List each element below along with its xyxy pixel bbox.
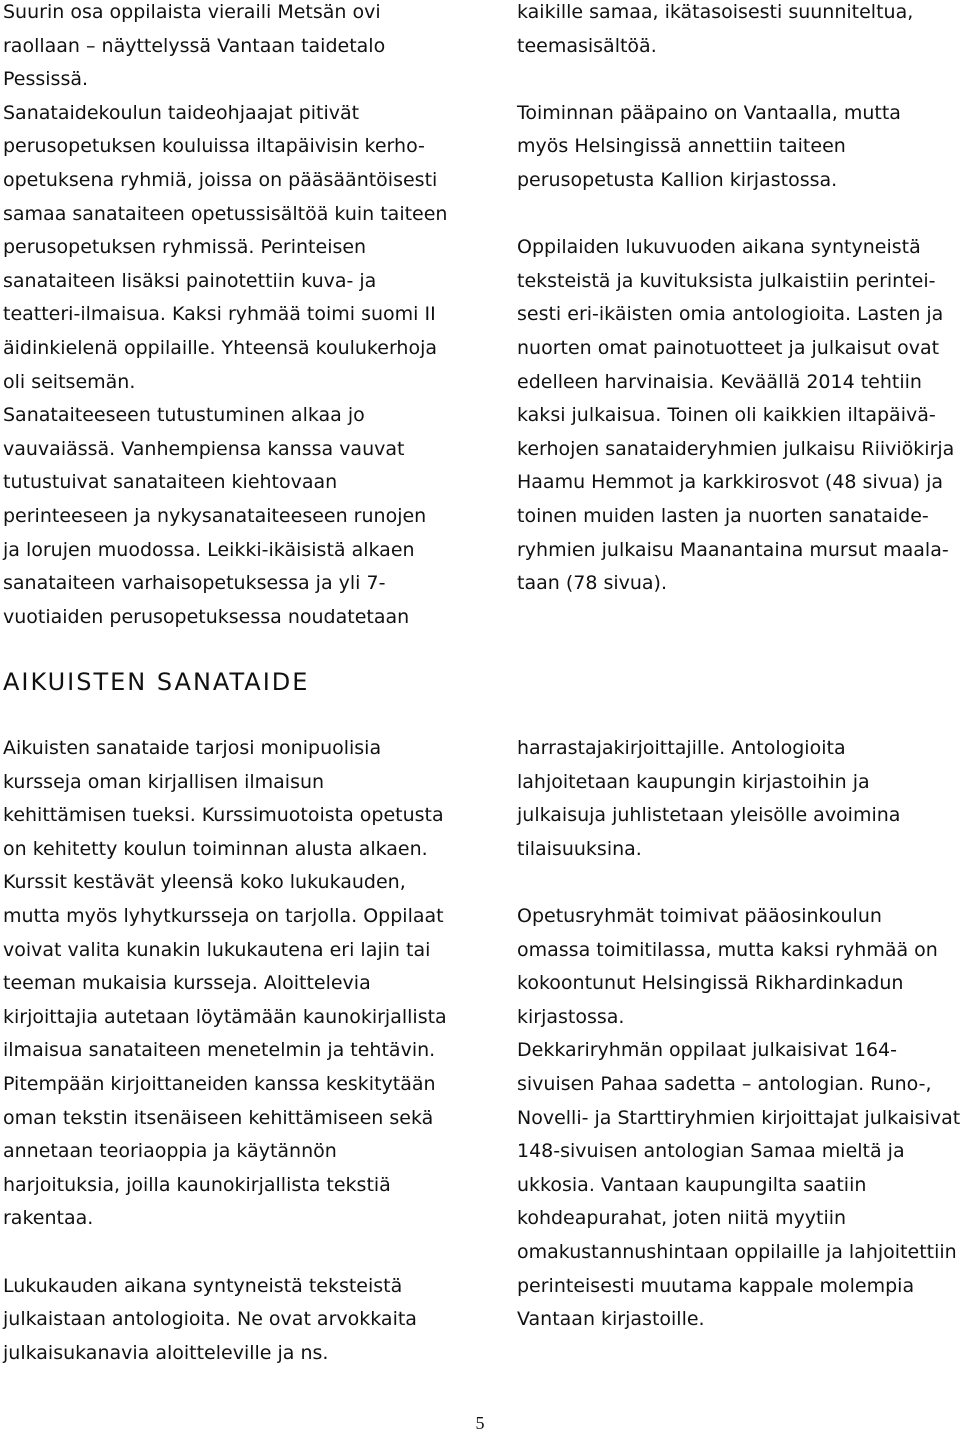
- text-line: ilmaisua sanataiteen menetelmin ja tehtävin.: [3, 1039, 436, 1062]
- text-line: on kehitetty koulun toiminnan alusta alkaen.: [3, 837, 428, 860]
- text-line: ukkosia. Vantaan kaupungilta saatiin: [517, 1173, 867, 1196]
- text-line: kirjoittajia autetaan löytämään kaunokirjallista: [3, 1005, 447, 1028]
- text-line: sanataiteen varhaisopetuksessa ja yli 7-: [3, 572, 386, 595]
- text-line: perusopetuksen ryhmissä. Perinteisen: [3, 236, 367, 259]
- text-line: perinteisesti muutama kappale molempia: [517, 1274, 915, 1297]
- text-line: vauvaiässä. Vanhempiensa kanssa vauvat: [3, 437, 405, 460]
- text-line: Lukukauden aikana syntyneistä teksteistä: [3, 1274, 403, 1297]
- text-line: kerhojen sanataideryhmien julkaisu Riiviökirja: [517, 437, 955, 460]
- paragraph: [3, 732, 447, 1236]
- text-line: kursseja oman kirjallisen ilmaisun: [3, 770, 325, 793]
- text-line: Sanataidekoulun taideohjaajat pitivät: [3, 101, 360, 124]
- text-line: tilaisuuksina.: [517, 837, 642, 860]
- text-line: perusopetusta Kallion kirjastossa.: [517, 168, 838, 191]
- text-line: Pitempään kirjoittaneiden kanssa keskitytään: [3, 1072, 436, 1095]
- text-line: omassa toimitilassa, mutta kaksi ryhmää on: [517, 938, 938, 961]
- text-line: myös Helsingissä annettiin taiteen: [517, 135, 846, 158]
- paragraph: [3, 1270, 447, 1371]
- text-line: julkaistaan antologioita. Ne ovat arvokkaita: [3, 1308, 417, 1331]
- text-line: Dekkariryhmän oppilaat julkaisivat 164-: [517, 1039, 897, 1062]
- text-line: Pessissä.: [3, 68, 89, 91]
- section-heading: AIKUISTEN SANATAIDE: [3, 668, 310, 696]
- text-line: ryhmien julkaisu Maanantaina mursut maala-: [517, 538, 949, 561]
- text-line: teksteistä ja kuvituksista julkaistiin perintei-: [517, 269, 936, 292]
- paragraph: [517, 732, 960, 866]
- text-line: ja lorujen muodossa. Leikki-ikäisistä alkaen: [3, 538, 415, 561]
- text-line: harjoituksia, joilla kaunokirjallista tekstiä: [3, 1173, 391, 1196]
- text-line: nuorten omat painotuotteet ja julkaisut ovat: [517, 336, 940, 359]
- bottom-left-column: [3, 732, 447, 1370]
- top-right-column: [517, 0, 954, 601]
- text-line: oman tekstin itsenäiseen kehittämiseen sekä: [3, 1106, 434, 1129]
- text-line: teemasisältöä.: [517, 34, 657, 57]
- text-line: sanataiteen lisäksi painotettiin kuva- ja: [3, 269, 377, 292]
- text-line: teatteri-ilmaisua. Kaksi ryhmää toimi suomi II: [3, 303, 436, 326]
- text-line: kohdeapurahat, joten niitä myytiin: [517, 1207, 847, 1230]
- text-line: Haamu Hemmot ja karkkirosvot (48 sivua) ja: [517, 471, 944, 494]
- text-line: voivat valita kunakin lukukautena eri lajin tai: [3, 938, 431, 961]
- text-line: perinteeseen ja nykysanataiteeseen runojen: [3, 504, 427, 527]
- page-number: 5: [475, 1413, 485, 1433]
- text-line: samaa sanataiteen opetussisältöä kuin taiteen: [3, 202, 448, 225]
- text-line: Vantaan kirjastoille.: [517, 1308, 705, 1331]
- text-line: kokoontunut Helsingissä Rikhardinkadun: [517, 972, 904, 995]
- text-line: julkaisuja juhlistetaan yleisölle avoimina: [517, 804, 901, 827]
- text-line: Aikuisten sanataide tarjosi monipuolisia: [3, 737, 382, 759]
- text-line: Opetusryhmät toimivat pääosinkoulun: [517, 904, 882, 927]
- text-line: mutta myös lyhytkursseja on tarjolla. Oppilaat: [3, 904, 444, 927]
- text-line: annetaan teoriaoppia ja käytännön: [3, 1140, 337, 1163]
- text-line: teeman mukaisia kursseja. Aloittelevia: [3, 972, 371, 995]
- text-line: oli seitsemän.: [3, 370, 136, 393]
- text-line: Novelli- ja Starttiryhmien kirjoittajat julkaisivat: [517, 1106, 960, 1129]
- text-line: Sanataiteeseen tutustuminen alkaa jo: [3, 404, 365, 427]
- text-line: Oppilaiden lukuvuoden aikana syntyneistä: [517, 236, 921, 259]
- bottom-right-column: [517, 732, 960, 1337]
- text-line: tutustuivat sanataiteen kiehtovaan: [3, 471, 338, 494]
- text-line: kaksi julkaisua. Toinen oli kaikkien iltapäivä-: [517, 404, 936, 427]
- text-line: lahjoitetaan kaupungin kirjastoihin ja: [517, 770, 870, 793]
- text-line: julkaisukanavia aloitteleville ja ns.: [3, 1341, 329, 1364]
- text-line: perusopetuksen kouluissa iltapäivisin kerho-: [3, 135, 425, 158]
- paragraph: [517, 97, 954, 198]
- text-line: äidinkielenä oppilaille. Yhteensä koulukerhoja: [3, 336, 438, 359]
- text-line: kehittämisen tueksi. Kurssimuotoista opetusta: [3, 804, 444, 827]
- text-line: raollaan – näyttelyssä Vantaan taidetalo: [3, 34, 386, 57]
- text-line: 148-sivuisen antologian Samaa mieltä ja: [517, 1140, 905, 1163]
- text-line: Kurssit kestävät yleensä koko lukukauden,: [3, 871, 406, 894]
- text-line: Suurin osa oppilaista vieraili Metsän ovi: [3, 1, 381, 23]
- text-line: kaikille samaa, ikätasoisesti suunniteltua,: [517, 1, 914, 23]
- text-line: omakustannushintaan oppilaille ja lahjoitettiin: [517, 1240, 957, 1263]
- text-line: harrastajakirjoittajille. Antologioita: [517, 737, 846, 759]
- text-line: sesti eri-ikäisten omia antologioita. Lasten ja: [517, 303, 944, 326]
- text-line: rakentaa.: [3, 1207, 94, 1230]
- text-line: vuotiaiden perusopetuksessa noudatetaan: [3, 605, 410, 628]
- paragraph: [517, 231, 954, 601]
- text-line: kirjastossa.: [517, 1005, 625, 1028]
- text-line: opetuksena ryhmiä, joissa on pääsääntöisesti: [3, 168, 438, 191]
- paragraph: [517, 900, 960, 1337]
- text-line: toinen muiden lasten ja nuorten sanataide-: [517, 504, 929, 527]
- text-line: Toiminnan pääpaino on Vantaalla, mutta: [517, 101, 901, 124]
- paragraph: [3, 0, 447, 634]
- text-line: sivuisen Pahaa sadetta – antologian. Runo-,: [517, 1072, 932, 1095]
- text-line: taan (78 sivua).: [517, 572, 668, 595]
- text-line: edelleen harvinaisia. Keväällä 2014 tehtiin: [517, 370, 922, 393]
- top-left-column: [3, 0, 447, 634]
- paragraph: [517, 0, 954, 63]
